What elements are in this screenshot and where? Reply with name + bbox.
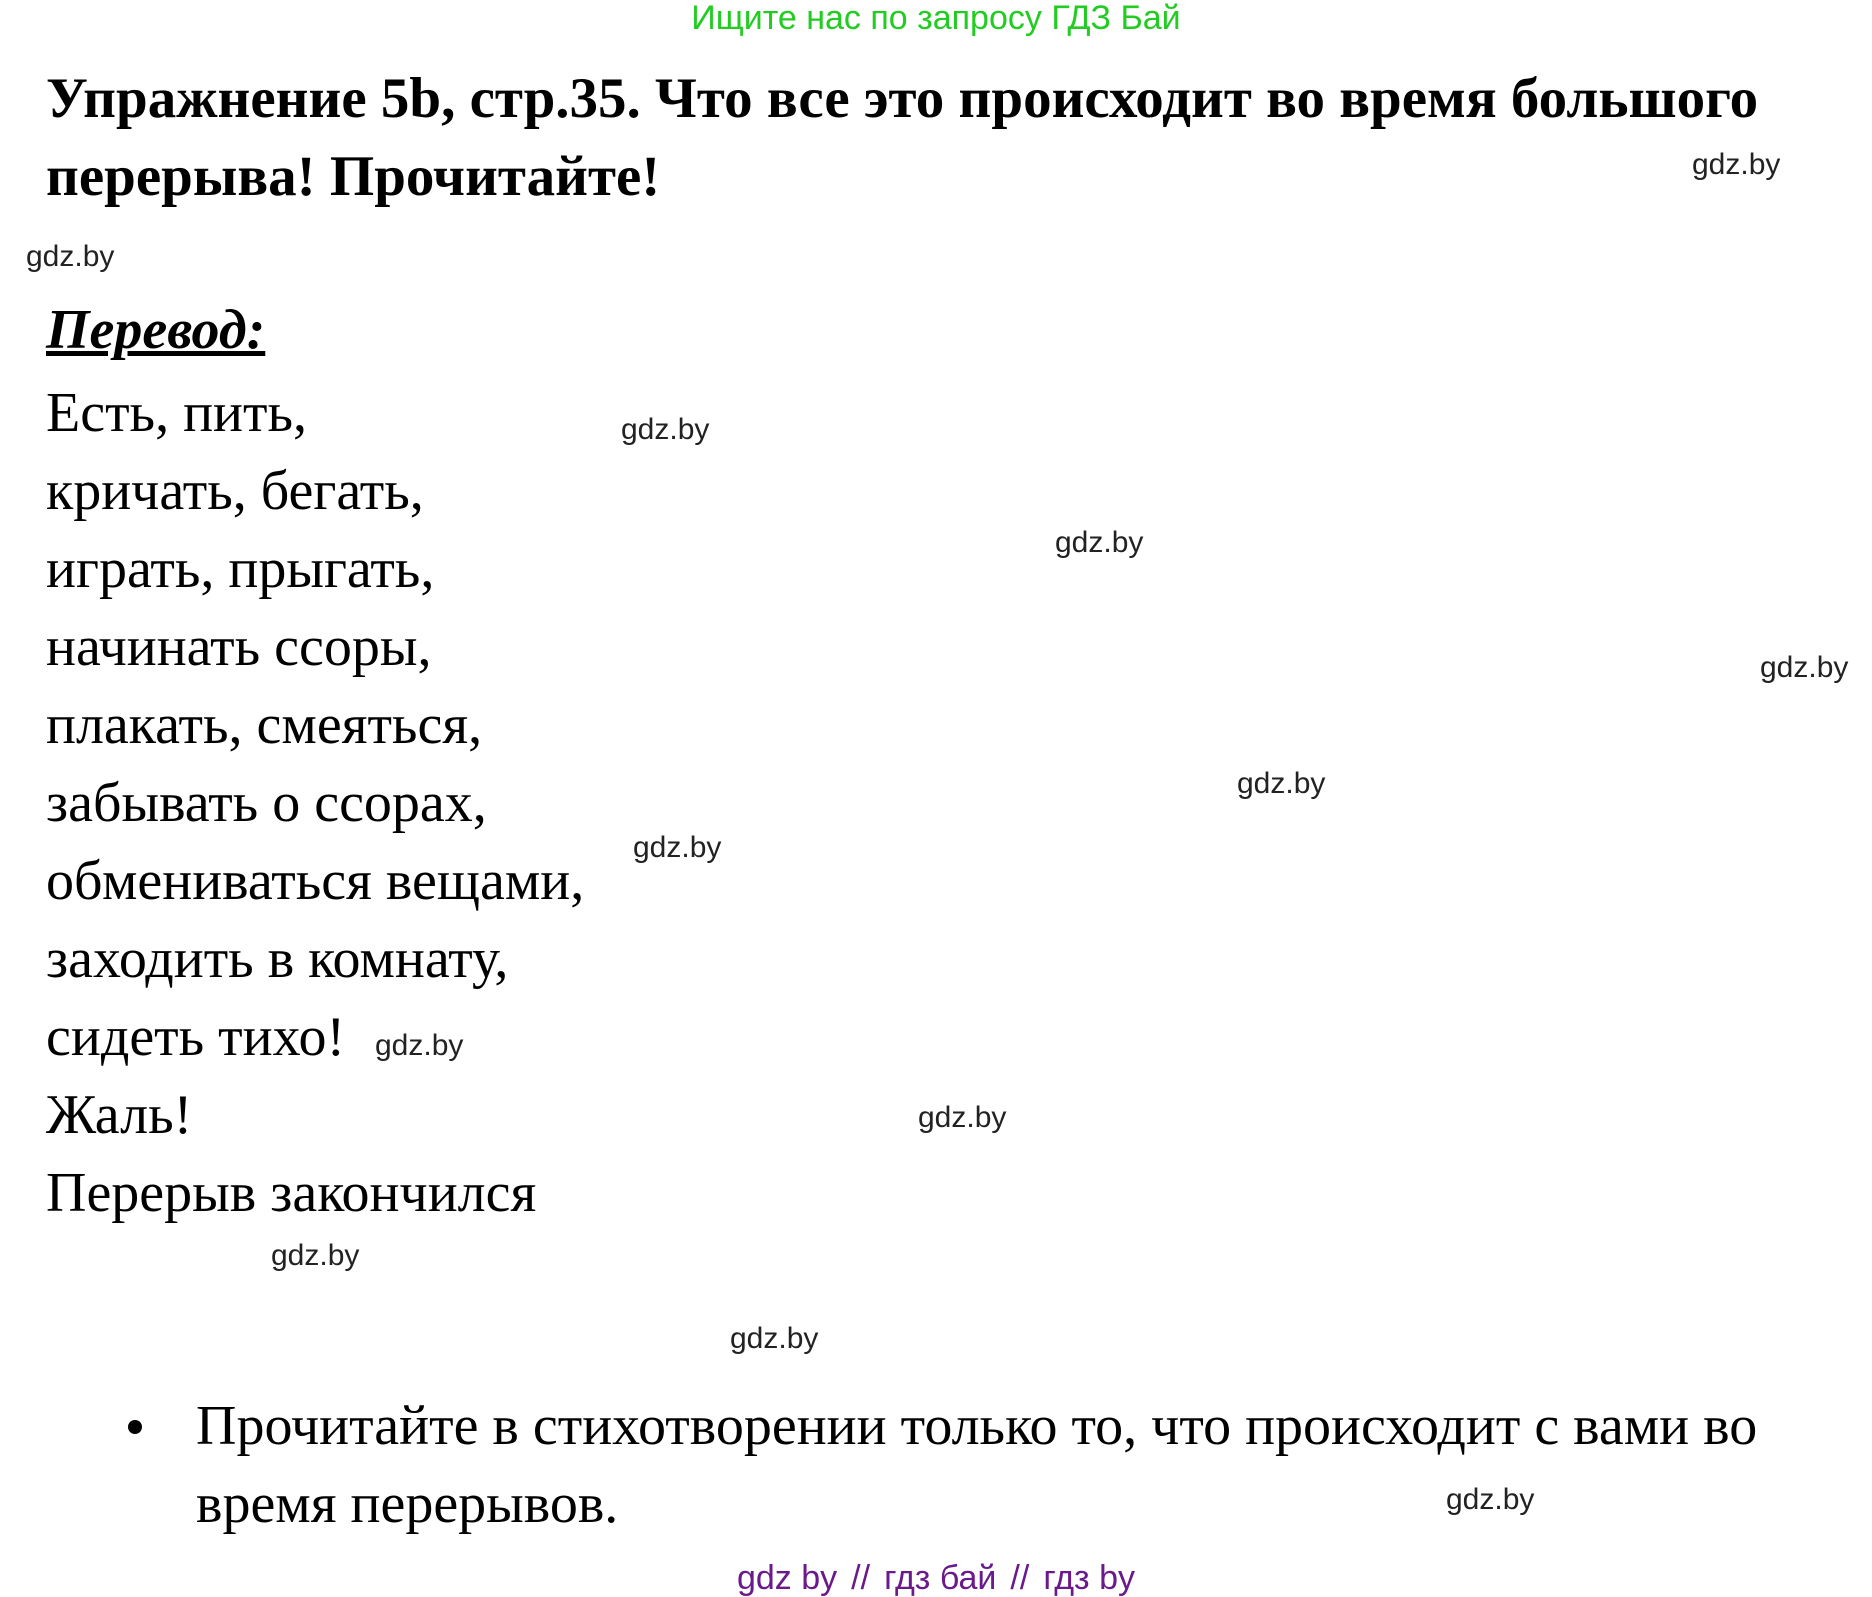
footer-link[interactable]: гдз by [1043,1559,1135,1597]
task-item [120,1387,1840,1543]
task-text: Прочитайте в стихотворении только то, что происходит с вами во время перерывов. [196,1395,1758,1535]
watermark: gdz.by [918,1101,1007,1134]
search-hint-banner: Ищите нас по запросу ГДЗ Бай [691,0,1181,37]
watermark: gdz.by [1760,651,1849,684]
watermark: gdz.by [375,1029,464,1062]
poem-line: заходить в комнату, [46,928,509,990]
watermark: gdz.by [26,240,115,273]
watermark: gdz.by [1055,526,1144,559]
poem-line: Есть, пить, [46,382,308,444]
poem-line: плакать, смеяться, [46,694,483,756]
poem-line: начинать ссоры, [46,616,432,678]
watermark: gdz.by [633,831,722,864]
footer-separator: // [851,1559,871,1597]
watermark: gdz.by [621,413,710,446]
poem-line: обмениваться вещами, [46,850,585,912]
poem-line: Перерыв закончился [46,1162,537,1224]
watermark: gdz.by [1446,1483,1535,1516]
poem-line: кричать, бегать, [46,460,424,522]
watermark: gdz.by [730,1322,819,1355]
translation-poem [46,374,584,1232]
task-list [120,1387,1840,1543]
bullet-icon [128,1420,142,1434]
translation-heading: Перевод: [46,299,266,361]
poem-line: Жаль! [46,1084,193,1146]
footer-link[interactable]: гдз бай [884,1559,997,1597]
poem-line: играть, прыгать, [46,538,435,600]
exercise-title: Упражнение 5b, стр.35. Что все это происходит во время большого перерыва! Прочитайте! [46,67,1759,208]
poem-line: сидеть тихо! [46,1006,346,1068]
watermark: gdz.by [1237,767,1326,800]
watermark: gdz.by [1692,148,1781,181]
footer-links [0,1560,1872,1596]
poem-line: забывать о ссорах, [46,772,487,834]
footer-link[interactable]: gdz by [736,1559,838,1597]
footer-separator: // [1010,1559,1030,1597]
watermark: gdz.by [271,1239,360,1272]
